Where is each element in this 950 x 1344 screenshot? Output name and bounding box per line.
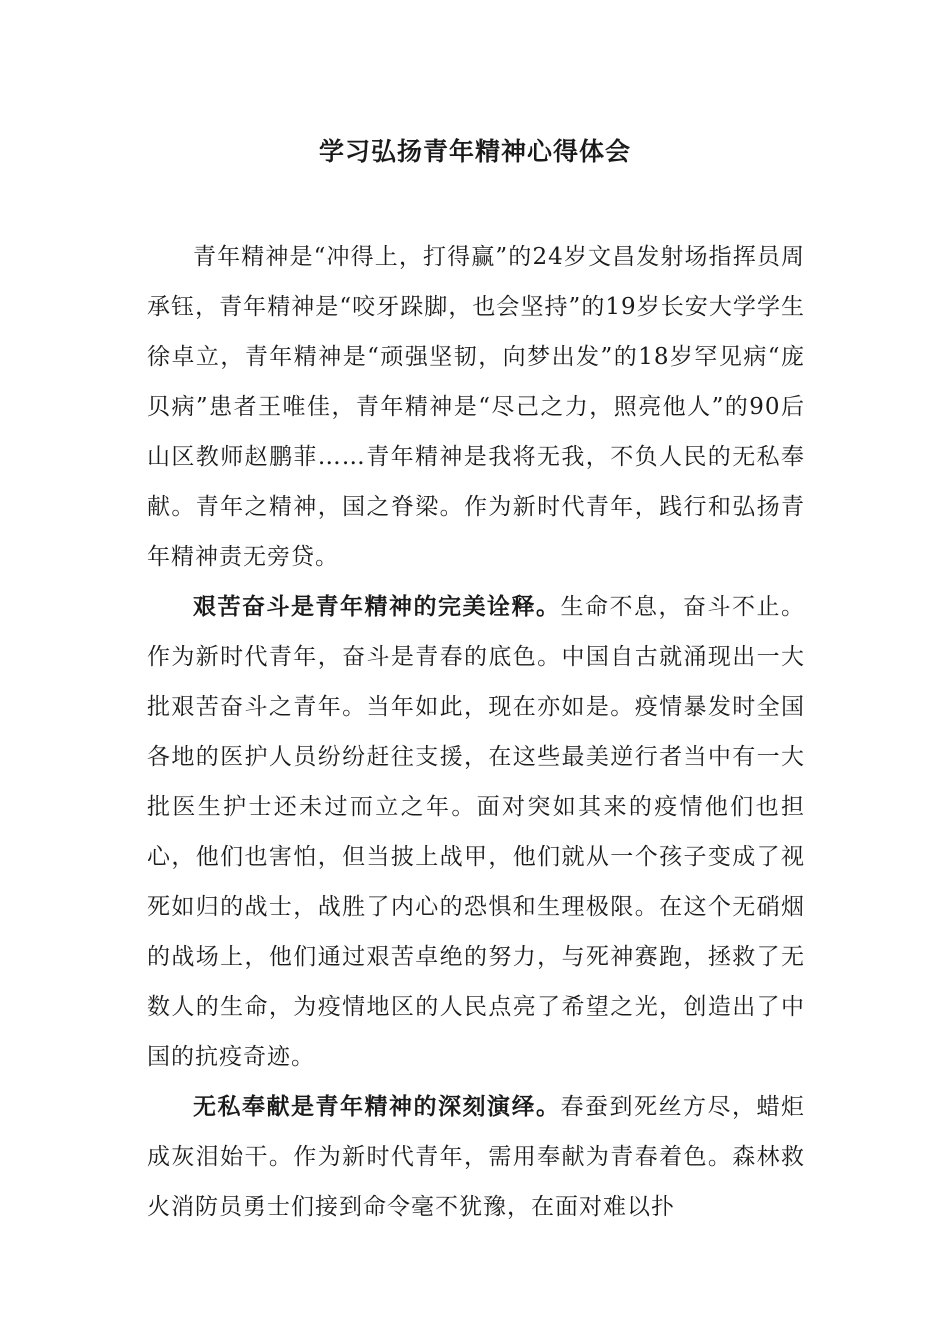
document-body xyxy=(147,232,805,1232)
paragraph-text: 生命不息，奋斗不止。作为新时代青年，奋斗是青春的底色。中国自古就涌现出一大批艰苦奋斗之青年。当年如此，现在亦如是。疫情暴发时全国各地的医护人员纷纷赶往支援，在这些最美逆行者当中有一大批医生护士还未过而立之年。面对突如其来的疫情他们也担心，他们也害怕，但当披上战甲，他们就从一个孩子变成了视死如归的战士，战胜了内心的恐惧和生理极限。在这个无硝烟的战场上，他们通过艰苦卓绝的努力，与死神赛跑，拯救了无数人的生命，为疫情地区的人民点亮了希望之光，创造出了中国的抗疫奇迹。 xyxy=(147,594,805,1070)
paragraph-text: 青年精神是“冲得上，打得赢”的24岁文昌发射场指挥员周承钰，青年精神是“咬牙跺脚，也会坚持”的19岁长安大学学生徐卓立，青年精神是“顽强坚韧，向梦出发”的18岁罕见病“庞贝病”患者王唯佳，青年精神是“尽己之力，照亮他人”的90后山区教师赵鹏菲……青年精神是我将无我，不负人民的无私奉献。青年之精神，国之脊梁。作为新时代青年，践行和弘扬青年精神责无旁贷。 xyxy=(147,244,805,570)
paragraph-text: 春蚕到死丝方尽，蜡炬成灰泪始干。作为新时代青年，需用奉献为青春着色。森林救火消防员勇士们接到命令毫不犹豫，在面对难以扑 xyxy=(147,1094,805,1220)
paragraph-lead: 艰苦奋斗是青年精神的完美诠释。 xyxy=(193,593,561,620)
paragraph-selfless-dedication xyxy=(147,1082,805,1232)
paragraph-lead: 无私奉献是青年精神的深刻演绎。 xyxy=(193,1093,561,1120)
document-title: 学习弘扬青年精神心得体会 xyxy=(318,137,631,166)
paragraph-intro xyxy=(147,232,805,582)
paragraph-hard-struggle xyxy=(147,582,805,1082)
